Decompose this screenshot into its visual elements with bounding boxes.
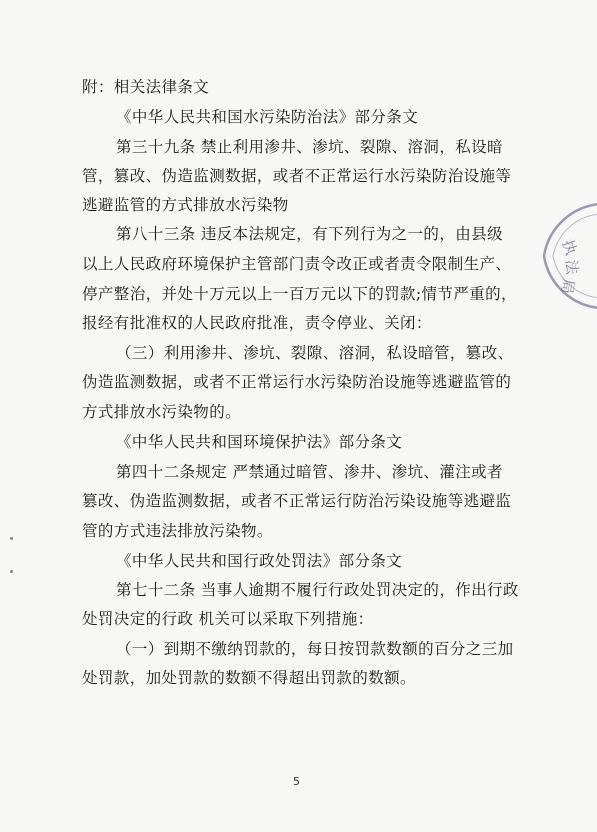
article-line: （一）到期不缴纳罚款的，每日按罚款数额的百分之三加 <box>116 640 514 658</box>
svg-text:法: 法 <box>562 258 582 276</box>
article-line: 报经有批准权的人民政府批准，责令停业、关闭： <box>82 314 432 332</box>
article-line: 管的方式违法排放污染物。 <box>82 522 273 540</box>
law-title: 《中华人民共和国环境保护法》部分条文 <box>116 433 403 451</box>
svg-text:局: 局 <box>557 277 578 296</box>
article-line: 篡改、伪造监测数据，或者不正常运行防治污染设施等逃避监 <box>82 492 512 510</box>
article-line: 以上人民政府环境保护主管部门责令改正或者责令限制生产、 <box>82 255 512 273</box>
svg-text:执: 执 <box>558 237 581 258</box>
article-line: （三）利用渗井、渗坑、裂隙、溶洞，私设暗管，篡改、 <box>116 344 514 362</box>
article-line: 管，篡改、伪造监测数据，或者不正常运行水污染防治设施等 <box>82 167 512 185</box>
scan-speck <box>10 570 13 573</box>
attachment-heading: 附：相关法律条文 <box>82 78 210 96</box>
scan-speck <box>10 537 13 540</box>
article-line: 第七十二条 当事人逾期不履行行政处罚决定的，作出行政 <box>116 581 519 599</box>
article-line: 第四十二条规定 严禁通过暗管、渗井、渗坑、灌注或者 <box>116 463 503 481</box>
article-line: 逃避监管的方式排放水污染物 <box>82 196 289 214</box>
article-line: 处罚款，加处罚款的数额不得超出罚款的数额。 <box>82 669 416 687</box>
article-line: 第三十九条 禁止利用渗井、渗坑、裂隙、溶洞，私设暗 <box>116 138 503 156</box>
law-title: 《中华人民共和国行政处罚法》部分条文 <box>116 552 403 570</box>
article-line: 处罚决定的行政 机关可以采取下列措施： <box>82 610 374 628</box>
article-line: 方式排放水污染物的。 <box>82 403 242 421</box>
law-title: 《中华人民共和国水污染防治法》部分条文 <box>116 108 419 126</box>
article-line: 伪造监测数据，或者不正常运行水污染防治设施等逃避监管的 <box>82 373 512 391</box>
article-line: 第八十三条 违反本法规定，有下列行为之一的，由县级 <box>116 225 503 243</box>
official-seal-stamp <box>522 196 597 316</box>
article-line: 停产整治，并处十万元以上一百万元以下的罚款;情节严重的， <box>82 285 517 303</box>
page-number: 5 <box>293 775 300 788</box>
